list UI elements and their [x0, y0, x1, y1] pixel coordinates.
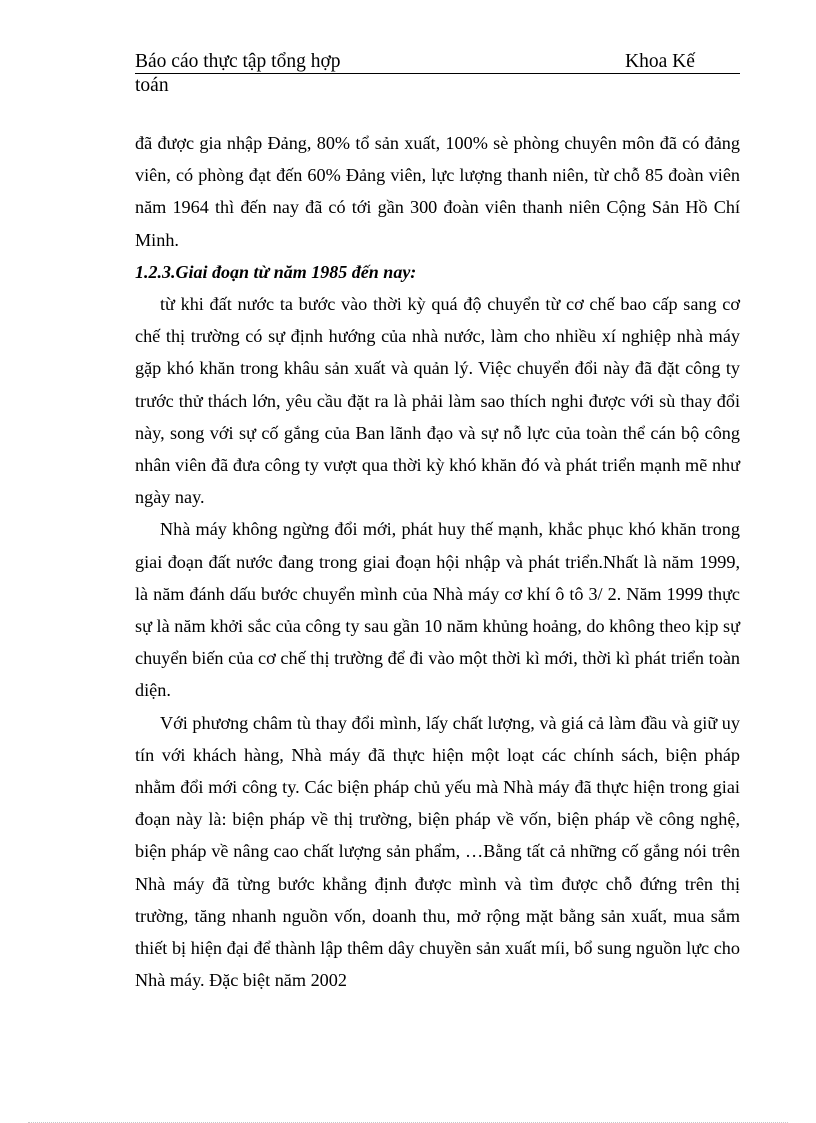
page-header	[135, 50, 740, 98]
document-body	[135, 127, 740, 996]
header-department-continuation: toán	[135, 75, 169, 96]
paragraph-3: Nhà máy không ngừng đổi mới, phát huy thế mạnh, khắc phục khó khăn trong giai đoạn đất nước đang trong giai đoạn hội nhập và phát triển.Nhất là năm 1999, là năm đánh dấu bước chuyển mình của Nhà máy cơ khí ô tô 3/ 2. Năm 1999 thực sự là năm khởi sắc của công ty sau gần 10 năm khủng hoảng, do không theo kịp sự chuyển biến của cơ chế thị trường để đi vào một thời kì mới, thời kì phát triển toàn diện.	[135, 519, 740, 701]
header-department: Khoa Kế	[625, 51, 695, 72]
paragraph-2: từ khi đất nước ta bước vào thời kỳ quá độ chuyển từ cơ chế bao cấp sang cơ chế thị trường có sự định hướng của nhà nước, làm cho nhiều xí nghiệp nhà máy gặp khó khăn trong khâu sản xuất và quản lý. Việc chuyển đổi này đã đặt công ty trước thử thách lớn, yêu cầu đặt ra là phải làm sao thích nghi được với sù thay đổi này, song với sự cố gắng của Ban lãnh đạo và sự nỗ lực của toàn thể cán bộ công nhân viên đã đưa công ty vượt qua thời kỳ khó khăn đó và phát triển mạnh mẽ như ngày nay.	[135, 294, 740, 508]
section-heading: 1.2.3.Giai đoạn từ năm 1985 đến nay:	[135, 261, 417, 282]
header-title: Báo cáo thực tập tổng hợp	[135, 51, 341, 72]
header-rule	[135, 50, 740, 74]
paragraph-4: Với phương châm tù thay đổi mình, lấy chất lượng, và giá cả làm đầu và giữ uy tín với khách hàng, Nhà máy đã thực hiện một loạt các chính sách, biện pháp nhằm đổi mới công ty. Các biện pháp chủ yếu mà Nhà máy đã thực hiện trong giai đoạn này là: biện pháp về thị trường, biện pháp về vốn, biện pháp về công nghệ, biện pháp về nâng cao chất lượng sản phẩm, …Bằng tất cả những cố gắng nói trên Nhà máy đã từng bước khẳng định được mình và tìm được chỗ đứng trên thị trường, tăng nhanh nguồn vốn, doanh thu, mở rộng mặt bằng sản xuất, mua sắm thiết bị hiện đại để thành lập thêm dây chuyền sản xuất míi, bổ sung nguồn lực cho Nhà máy. Đặc biệt năm 2002	[135, 712, 740, 991]
paragraph-1: đã được gia nhập Đảng, 80% tổ sản xuất, 100% sè phòng chuyên môn đã có đảng viên, có phòng đạt đến 60% Đảng viên, lực lượng thanh niên, từ chỗ 85 đoàn viên năm 1964 thì đến nay đã có tới gần 300 đoàn viên thanh niên Cộng Sản Hồ Chí Minh.	[135, 133, 740, 250]
